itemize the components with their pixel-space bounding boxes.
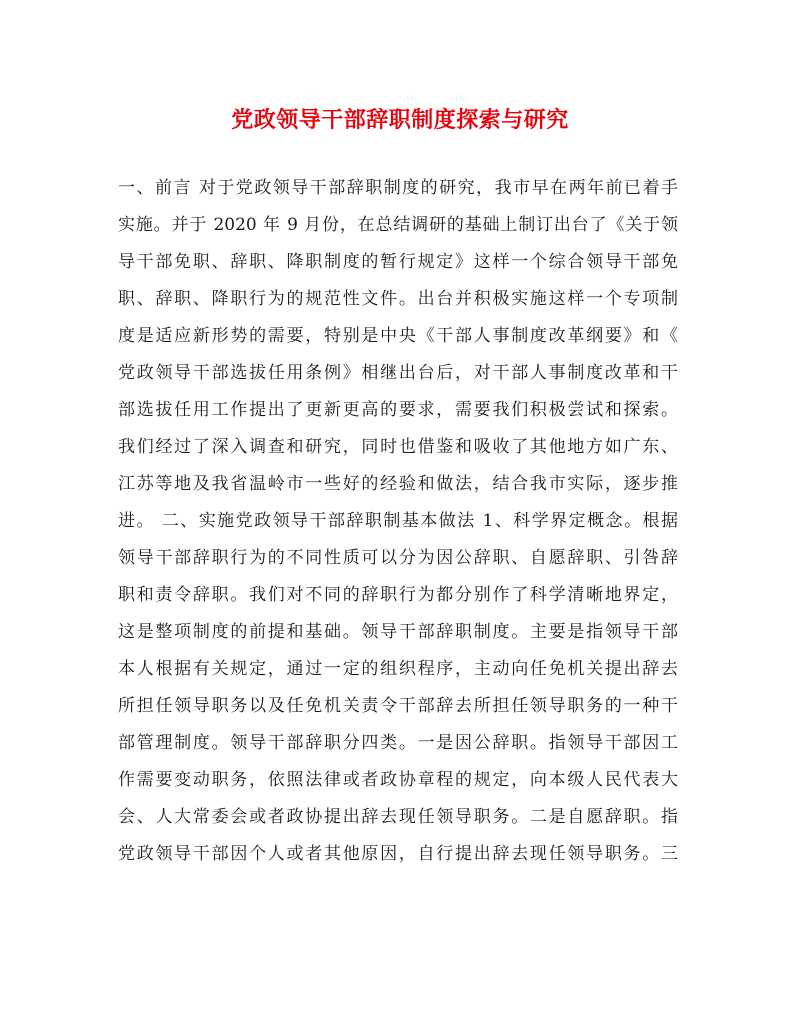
body-line: 职和责令辞职。我们对不同的辞职行为都分别作了科学清晰地界定， [118,585,678,605]
body-line: 度是适应新形势的需要，特别是中央《干部人事制度改革纲要》和《 [118,326,678,346]
body-line: 党政领导干部选拔任用条例》相继出台后，对干部人事制度改革和干 [118,363,678,383]
body-line: 我们经过了深入调查和研究，同时也借鉴和吸收了其他地方如广东、 [118,437,678,457]
body-line: 部管理制度。领导干部辞职分四类。一是因公辞职。指领导干部因工 [118,733,678,753]
document-title: 党政领导干部辞职制度探索与研究 [231,107,569,133]
body-line: 党政领导干部因个人或者其他原因，自行提出辞去现任领导职务。三 [118,844,678,864]
body-line: 这是整项制度的前提和基础。领导干部辞职制度。主要是指领导干部 [118,622,678,642]
document-body [118,170,678,873]
body-line: 部选拔任用工作提出了更新更高的要求，需要我们积极尝试和探索。 [118,400,678,420]
body-line: 江苏等地及我省温岭市一些好的经验和做法，结合我市实际，逐步推 [118,474,678,494]
body-line: 所担任领导职务以及任免机关责令干部辞去所担任领导职务的一种干 [118,696,678,716]
body-line: 作需要变动职务，依照法律或者政协章程的规定，向本级人民代表大 [118,770,678,790]
body-line: 进。 二、实施党政领导干部辞职制基本做法 1、科学界定概念。根据 [118,511,678,531]
body-line: 一、前言 对于党政领导干部辞职制度的研究，我市早在两年前已着手 [118,178,678,198]
body-line: 领导干部辞职行为的不同性质可以分为因公辞职、自愿辞职、引咎辞 [118,548,678,568]
body-line: 职、辞职、降职行为的规范性文件。出台并积极实施这样一个专项制 [118,289,678,309]
body-line: 本人根据有关规定，通过一定的组织程序，主动向任免机关提出辞去 [118,659,678,679]
body-line: 实施。并于 2020 年 9 月份，在总结调研的基础上制订出台了《关于领 [118,215,678,235]
body-line: 会、人大常委会或者政协提出辞去现任领导职务。二是自愿辞职。指 [118,807,678,827]
body-line: 导干部免职、辞职、降职制度的暂行规定》这样一个综合领导干部免 [118,252,678,272]
